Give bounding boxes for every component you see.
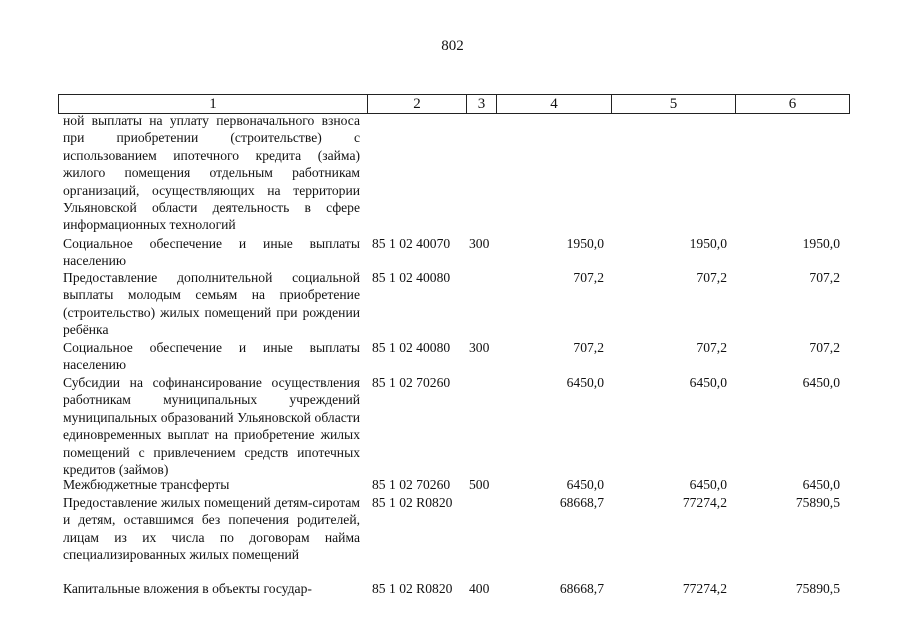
header-col-6: 6 [735,95,849,113]
row-code: 85 1 02 40080 [372,340,451,355]
row-value-col6: 1950,0 [802,236,840,251]
row-value-col4: 68668,7 [559,581,604,596]
row-expense-type: 400 [469,581,490,596]
row-expense-type: 300 [469,236,490,251]
row-value-col6: 75890,5 [795,581,840,596]
row-value-col4: 707,2 [573,270,604,285]
row-value-col6: 707,2 [809,270,840,285]
header-col-1: 1 [209,96,217,112]
row-value-col5: 1950,0 [689,236,727,251]
row-expense-type: 300 [469,340,490,355]
row-value-col4: 6450,0 [566,477,604,492]
row-value-col6: 6450,0 [802,477,840,492]
row-value-col4: 6450,0 [566,375,604,390]
header-col-2: 2 [367,95,466,113]
row-value-col5: 707,2 [696,340,727,355]
row-code: 85 1 02 R0820 [372,581,453,596]
row-name: Межбюджетные трансферты [63,477,230,492]
row-value-col6: 75890,5 [795,495,840,510]
row-code: 85 1 02 40080 [372,270,451,285]
row-name: Субсидии на софинансирование осуществления работникам муниципальных учреждений муниципальных образований Ульяновской области единовременных выплат на приобретение жилых помещений с привлечением средств ипотечных кредитов (займов) [63,375,360,478]
row-value-col6: 707,2 [809,340,840,355]
header-col-3: 3 [466,95,496,113]
row-code: 85 1 02 R0820 [372,495,453,510]
row-code: 85 1 02 40070 [372,236,451,251]
row-value-col5: 707,2 [696,270,727,285]
row-value-col4: 68668,7 [559,495,604,510]
row-name: ной выплаты на уплату первоначального взноса при приобретении (строительстве) с использованием ипотечного кредита (займа) жилого помещения отдельным работникам организаций, осуществляющих на территории Ульяновской области деятельность в сфере информационных технологий [63,113,360,233]
row-value-col6: 6450,0 [802,375,840,390]
row-value-col5: 6450,0 [689,375,727,390]
row-value-col5: 77274,2 [682,581,727,596]
row-name: Предоставление жилых помещений детям-сиротам и детям, оставшимся без попечения родителей, лицам из их числа по договорам найма специализированных жилых помещений [63,495,360,563]
row-name: Социальное обеспечение и иные выплаты населению [63,340,360,373]
header-col-4: 4 [496,95,611,113]
row-value-col5: 77274,2 [682,495,727,510]
row-expense-type: 500 [469,477,490,492]
row-code: 85 1 02 70260 [372,477,451,492]
row-code: 85 1 02 70260 [372,375,451,390]
row-value-col4: 1950,0 [566,236,604,251]
row-name: Социальное обеспечение и иные выплаты населению [63,236,360,269]
header-col-5: 5 [611,95,735,113]
table-header-row [58,94,850,114]
row-value-col5: 6450,0 [689,477,727,492]
row-name: Предоставление дополнительной социальной выплаты молодым семьям на приобретение (строительство) жилых помещений при рождении ребёнка [63,270,360,338]
page-number: 802 [441,38,464,54]
row-value-col4: 707,2 [573,340,604,355]
row-name: Капитальные вложения в объекты государ- [63,581,312,596]
